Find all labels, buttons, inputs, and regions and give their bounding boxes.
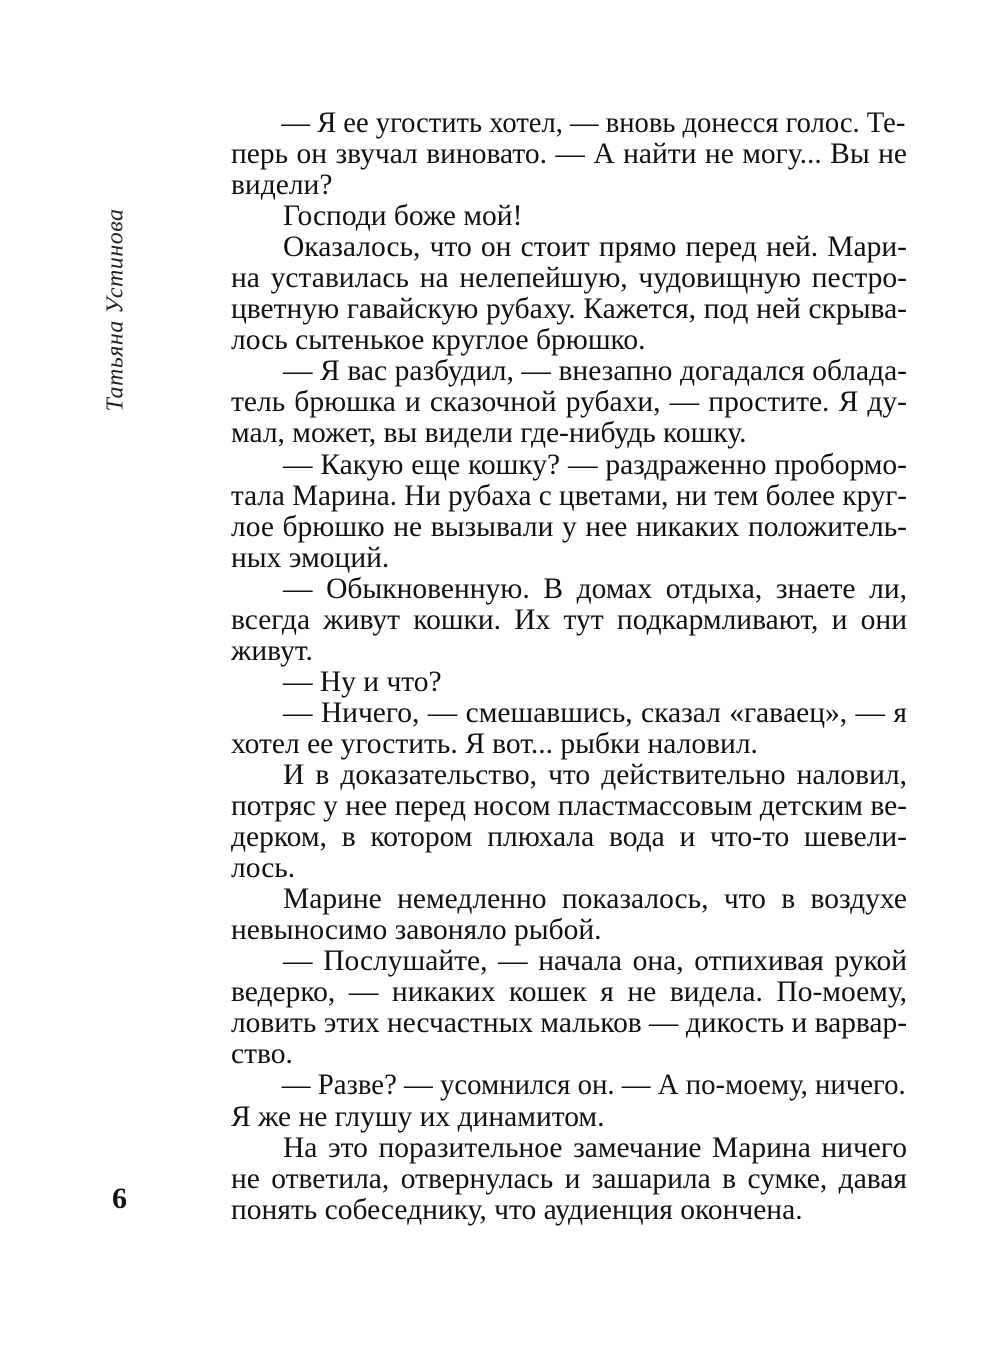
text-line: ведерко, — никаких кошек я не видела. По-моему,	[231, 976, 907, 1009]
text-line: Марине немедленно показалось, что в воздухе	[283, 883, 907, 916]
text-line: не ответила, отвернулась и зашарила в сумке, давая	[231, 1162, 907, 1195]
text-line: Господи боже мой!	[283, 200, 523, 233]
text-line: всегда живут кошки. Их тут подкармливают, и они	[231, 603, 907, 636]
text-line: тала Марина. Ни рубаха с цветами, ни тем более круг-	[231, 479, 907, 512]
text-line: потряс у нее перед носом пластмассовым детским ве-	[231, 790, 907, 823]
text-line: — Разве? — усомнился он. — А по-моему, ничего.	[281, 1069, 906, 1102]
text-line: живут.	[231, 634, 313, 667]
text-line: — Я вас разбудил, — внезапно догадался облада-	[283, 355, 907, 388]
text-line: тель брюшка и сказочной рубахи, — простите. Я ду-	[231, 386, 907, 419]
text-line: ство.	[231, 1038, 293, 1071]
text-line: ных эмоций.	[231, 541, 390, 574]
text-line: невыносимо завоняло рыбой.	[231, 914, 602, 947]
text-line: — Я ее угостить хотел, — вновь донесся голос. Те-	[281, 107, 906, 139]
text-line: — Послушайте, — начала она, отпихивая рукой	[283, 945, 907, 978]
text-line: ловить этих несчастных мальков — дикость и варвар-	[231, 1007, 907, 1040]
text-line: И в доказательство, что действительно наловил,	[283, 758, 907, 791]
text-line: хотел ее угостить. Я вот... рыбки наловил.	[231, 727, 758, 760]
page-number: 6	[112, 1182, 127, 1215]
text-line: — Ничего, — смешавшись, сказал «гавaец», — я	[283, 696, 907, 729]
text-line: мал, может, вы видели где-нибудь кошку.	[231, 417, 747, 450]
text-line: лое брюшко не вызывали у нее никаких положитель-	[231, 510, 907, 543]
text-line: дерком, в котором плюхала вода и что-то шевели-	[231, 821, 907, 854]
text-line: лось сытенькое круглое брюшко.	[231, 324, 646, 357]
text-line: — Обыкновенную. В домах отдыха, знаете ли,	[283, 572, 907, 605]
text-line: Оказалось, что он стоит прямо перед ней. Мари-	[283, 231, 907, 264]
text-line: — Ну и что?	[283, 665, 442, 698]
running-head-author: Татьяна Устинова	[102, 208, 129, 412]
text-line: понять собеседнику, что аудиенция окончена.	[231, 1193, 803, 1226]
text-line: перь он звучал виновато. — А найти не могу... Вы не	[231, 138, 907, 171]
text-line: На это поразительное замечание Марина ничего	[283, 1131, 907, 1164]
text-line: видели?	[231, 169, 333, 202]
text-line: Я же не глушу их динамитом.	[231, 1100, 605, 1133]
text-line: лось.	[231, 852, 296, 885]
text-line: на уставилась на нелепейшую, чудовищную пестро-	[231, 262, 907, 295]
text-line: цветную гавайскую рубаху. Кажется, под ней скрыва-	[231, 293, 907, 326]
text-line: — Какую еще кошку? — раздраженно пробормо-	[283, 448, 907, 481]
body-text	[231, 108, 907, 1226]
